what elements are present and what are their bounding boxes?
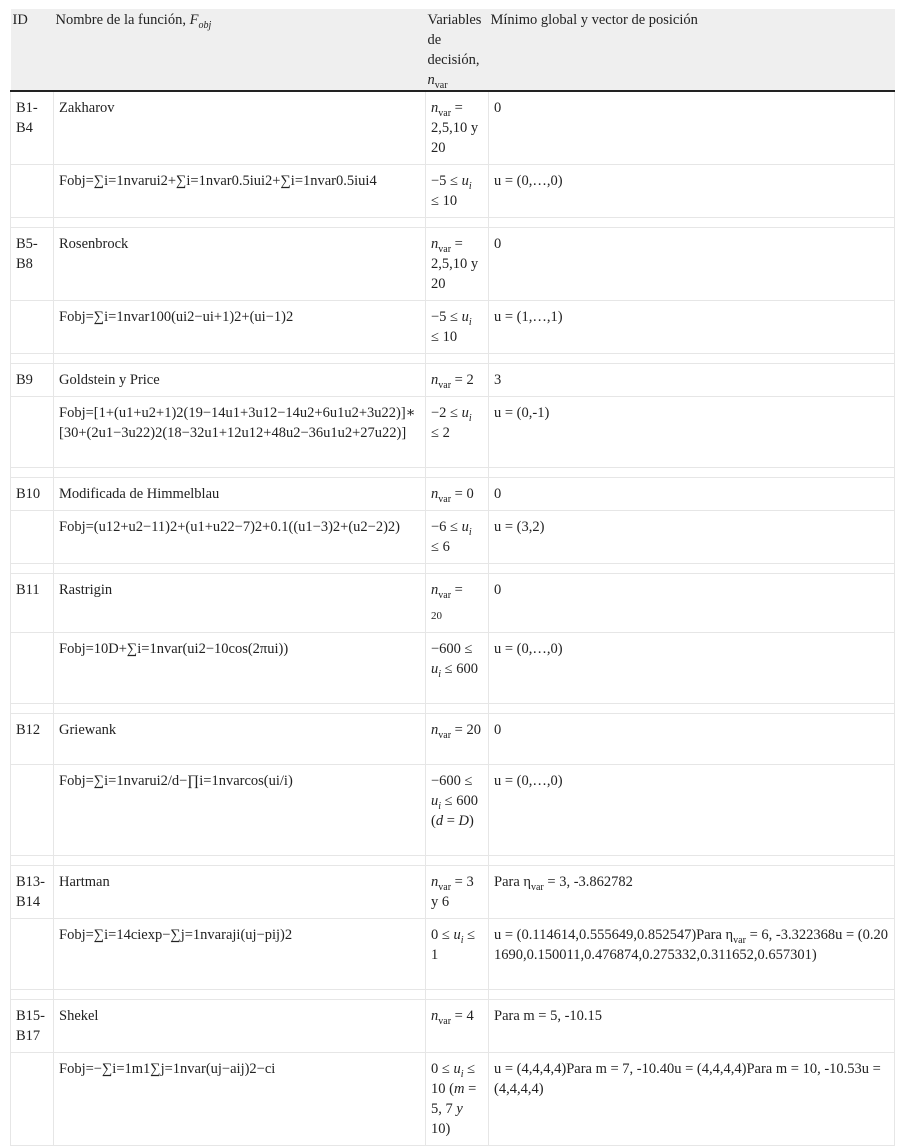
row-id: B9	[11, 364, 54, 397]
variable-range: $-5 \le u_i \le 10$	[426, 301, 489, 354]
row-spacer	[11, 564, 895, 574]
row-id: B13-B14	[11, 866, 54, 919]
table-row	[11, 1053, 895, 1146]
row-spacer	[11, 990, 895, 1000]
decision-variables: $n_{var}$ = 20	[426, 574, 489, 633]
decision-variables: $n_{var} = 20$	[426, 714, 489, 765]
table-row	[11, 866, 895, 919]
global-minimum: 0	[489, 574, 895, 633]
table-row	[11, 397, 895, 468]
table-row	[11, 1000, 895, 1053]
global-minimum: Para $\eta_{var} = 3$, -3.862782	[489, 866, 895, 919]
function-name: Rastrigin	[54, 574, 426, 633]
position-vector: u = (1,…,1)	[489, 301, 895, 354]
benchmark-functions-table	[10, 9, 895, 1146]
function-name: Griewank	[54, 714, 426, 765]
position-vector: u = (0,…,0)	[489, 165, 895, 218]
function-name: Modificada de Himmelblau	[54, 478, 426, 511]
function-formula: Fobj=[1+(u1+u2+1)2(19−14u1+3u12−14u2+6u1u2+3u22)]∗[30+(2u1−3u22)2(18−32u1+12u12+48u2−36u1u2+27u22)]	[54, 397, 426, 468]
function-name: Shekel	[54, 1000, 426, 1053]
table-row	[11, 364, 895, 397]
row-spacer	[11, 218, 895, 228]
function-name: Rosenbrock	[54, 228, 426, 301]
table-row	[11, 301, 895, 354]
row-id: B5-B8	[11, 228, 54, 301]
row-spacer	[11, 354, 895, 364]
function-name: Goldstein y Price	[54, 364, 426, 397]
global-minimum: 0	[489, 91, 895, 165]
decision-variables: $n_{var} = 3$ y 6	[426, 866, 489, 919]
position-vector: u = (0,…,0)	[489, 765, 895, 856]
position-vector: u = (3,2)	[489, 511, 895, 564]
variable-range: $-5 \le u_i \le 10$	[426, 165, 489, 218]
table-header-row	[11, 9, 895, 91]
table-row	[11, 574, 895, 633]
variable-range: $-600 \le u_i \le 600$	[426, 633, 489, 704]
variable-range: $0 \le u_i \le 1$	[426, 919, 489, 990]
variable-range: $-6 \le u_i \le 6$	[426, 511, 489, 564]
global-minimum: 0	[489, 478, 895, 511]
row-id: B1-B4	[11, 91, 54, 165]
header-id: ID	[11, 9, 54, 91]
function-formula: Fobj=∑i=1nvarui2/d−∏i=1nvarcos(ui/i)	[54, 765, 426, 856]
table-row	[11, 228, 895, 301]
function-formula: Fobj=10D+∑i=1nvar(ui2−10cos(2πui))	[54, 633, 426, 704]
table-row	[11, 714, 895, 765]
function-formula: Fobj=∑i=1nvar100(ui2−ui+1)2+(ui−1)2	[54, 301, 426, 354]
variable-range: $-600 \le u_i \le 600$ (d = D)	[426, 765, 489, 856]
table-row	[11, 633, 895, 704]
row-spacer	[11, 856, 895, 866]
row-spacer	[11, 468, 895, 478]
function-name: Hartman	[54, 866, 426, 919]
decision-variables: $n_{var} = 2,5,10$ y 20	[426, 91, 489, 165]
header-function-name: Nombre de la función, $F_{obj}$	[54, 9, 426, 91]
row-spacer	[11, 704, 895, 714]
functions-table-container	[10, 9, 894, 1146]
row-id: B15-B17	[11, 1000, 54, 1053]
function-formula: Fobj=∑i=1nvarui2+∑i=1nvar0.5iui2+∑i=1nvar0.5iui4	[54, 165, 426, 218]
function-formula: Fobj=∑i=14ciexp−∑j=1nvaraji(uj−pij)2	[54, 919, 426, 990]
variable-range: $0 \le u_i \le 10$ (m = 5, 7 y 10)	[426, 1053, 489, 1146]
row-id: B11	[11, 574, 54, 633]
table-row	[11, 919, 895, 990]
decision-variables: $n_{var} = 0$	[426, 478, 489, 511]
table-row	[11, 91, 895, 165]
table-row	[11, 765, 895, 856]
position-vector: u = (0,-1)	[489, 397, 895, 468]
row-id: B12	[11, 714, 54, 765]
table-row	[11, 511, 895, 564]
position-vector: u = (0,…,0)	[489, 633, 895, 704]
function-formula: Fobj=(u12+u2−11)2+(u1+u22−7)2+0.1((u1−3)2+(u2−2)2)	[54, 511, 426, 564]
global-minimum: 0	[489, 714, 895, 765]
row-id: B10	[11, 478, 54, 511]
header-global-minimum: Mínimo global y vector de posición	[489, 9, 895, 91]
table-row	[11, 165, 895, 218]
header-decision-variables: Variables de decisión, $n_{var}$	[426, 9, 489, 91]
position-vector: u = (0.114614,0.555649,0.852547)Para $\eta_{var} = 6$, -3.322368u = (0.201690,0.150011,0.476874,0.275332,0.311652,0.657301)	[489, 919, 895, 990]
decision-variables: $n_{var} = 2,5,10$ y 20	[426, 228, 489, 301]
function-name: Zakharov	[54, 91, 426, 165]
global-minimum: Para m = 5, -10.15	[489, 1000, 895, 1053]
decision-variables: $n_{var} = 4$	[426, 1000, 489, 1053]
global-minimum: 3	[489, 364, 895, 397]
global-minimum: 0	[489, 228, 895, 301]
variable-range: $-2 \le u_i \le 2$	[426, 397, 489, 468]
table-row	[11, 478, 895, 511]
position-vector: u = (4,4,4,4)Para m = 7, -10.40u = (4,4,4,4)Para m = 10, -10.53u = (4,4,4,4)	[489, 1053, 895, 1146]
function-formula: Fobj=−∑i=1m1∑j=1nvar(uj−aij)2−ci	[54, 1053, 426, 1146]
decision-variables: $n_{var} = 2$	[426, 364, 489, 397]
